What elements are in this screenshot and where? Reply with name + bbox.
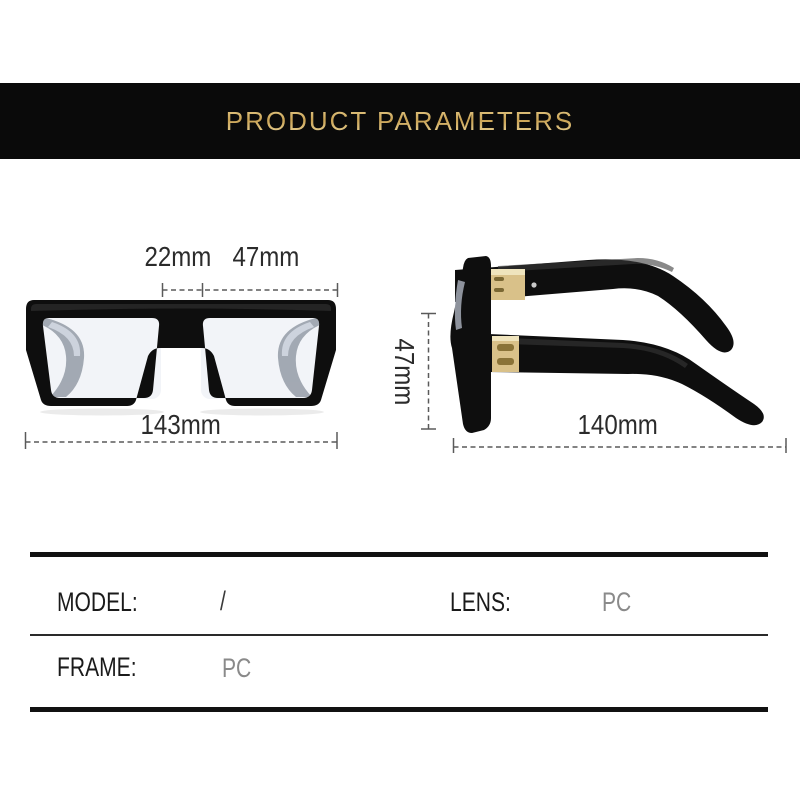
header-band — [0, 83, 800, 159]
dimension-ticks — [26, 432, 338, 449]
dimension-ticks — [421, 314, 436, 430]
frame-label: FRAME: — [57, 652, 137, 682]
lens-label: LENS: — [450, 587, 511, 617]
near-hinge — [492, 336, 519, 372]
near-hinge-plate — [492, 336, 519, 372]
glasses-front-view-image — [22, 296, 340, 420]
near-hinge-highlight — [492, 336, 519, 341]
bridge-width-label: 22mm — [144, 241, 212, 272]
temple-length-label: 140mm — [577, 409, 659, 440]
near-hinge-barrel — [497, 358, 514, 365]
table-middle-border — [30, 634, 768, 636]
model-label: MODEL: — [57, 587, 138, 617]
table-bottom-border — [30, 707, 768, 712]
model-value: / — [220, 586, 226, 616]
dimension-ticks — [163, 283, 338, 297]
frame-value: PC — [222, 653, 252, 683]
frame-width-dimension-line — [24, 431, 339, 450]
page-title: PRODUCT PARAMETERS — [225, 105, 575, 136]
lens-height-label: 47mm — [389, 338, 420, 406]
lens-height-dimension-line — [419, 312, 438, 431]
far-hinge-highlight — [488, 269, 525, 275]
near-hinge-barrel — [497, 344, 514, 351]
far-hinge-notch — [494, 288, 504, 292]
lens-width-label: 47mm — [232, 241, 300, 272]
table-top-border — [30, 552, 768, 557]
glasses-side-view-image — [438, 246, 790, 442]
frame-width-label: 143mm — [140, 409, 222, 440]
front-shadow-left — [40, 409, 164, 416]
lens-value: PC — [602, 587, 632, 617]
far-hinge-screw — [531, 282, 536, 287]
front-shadow-right — [200, 409, 324, 416]
far-hinge-notch — [494, 277, 504, 281]
